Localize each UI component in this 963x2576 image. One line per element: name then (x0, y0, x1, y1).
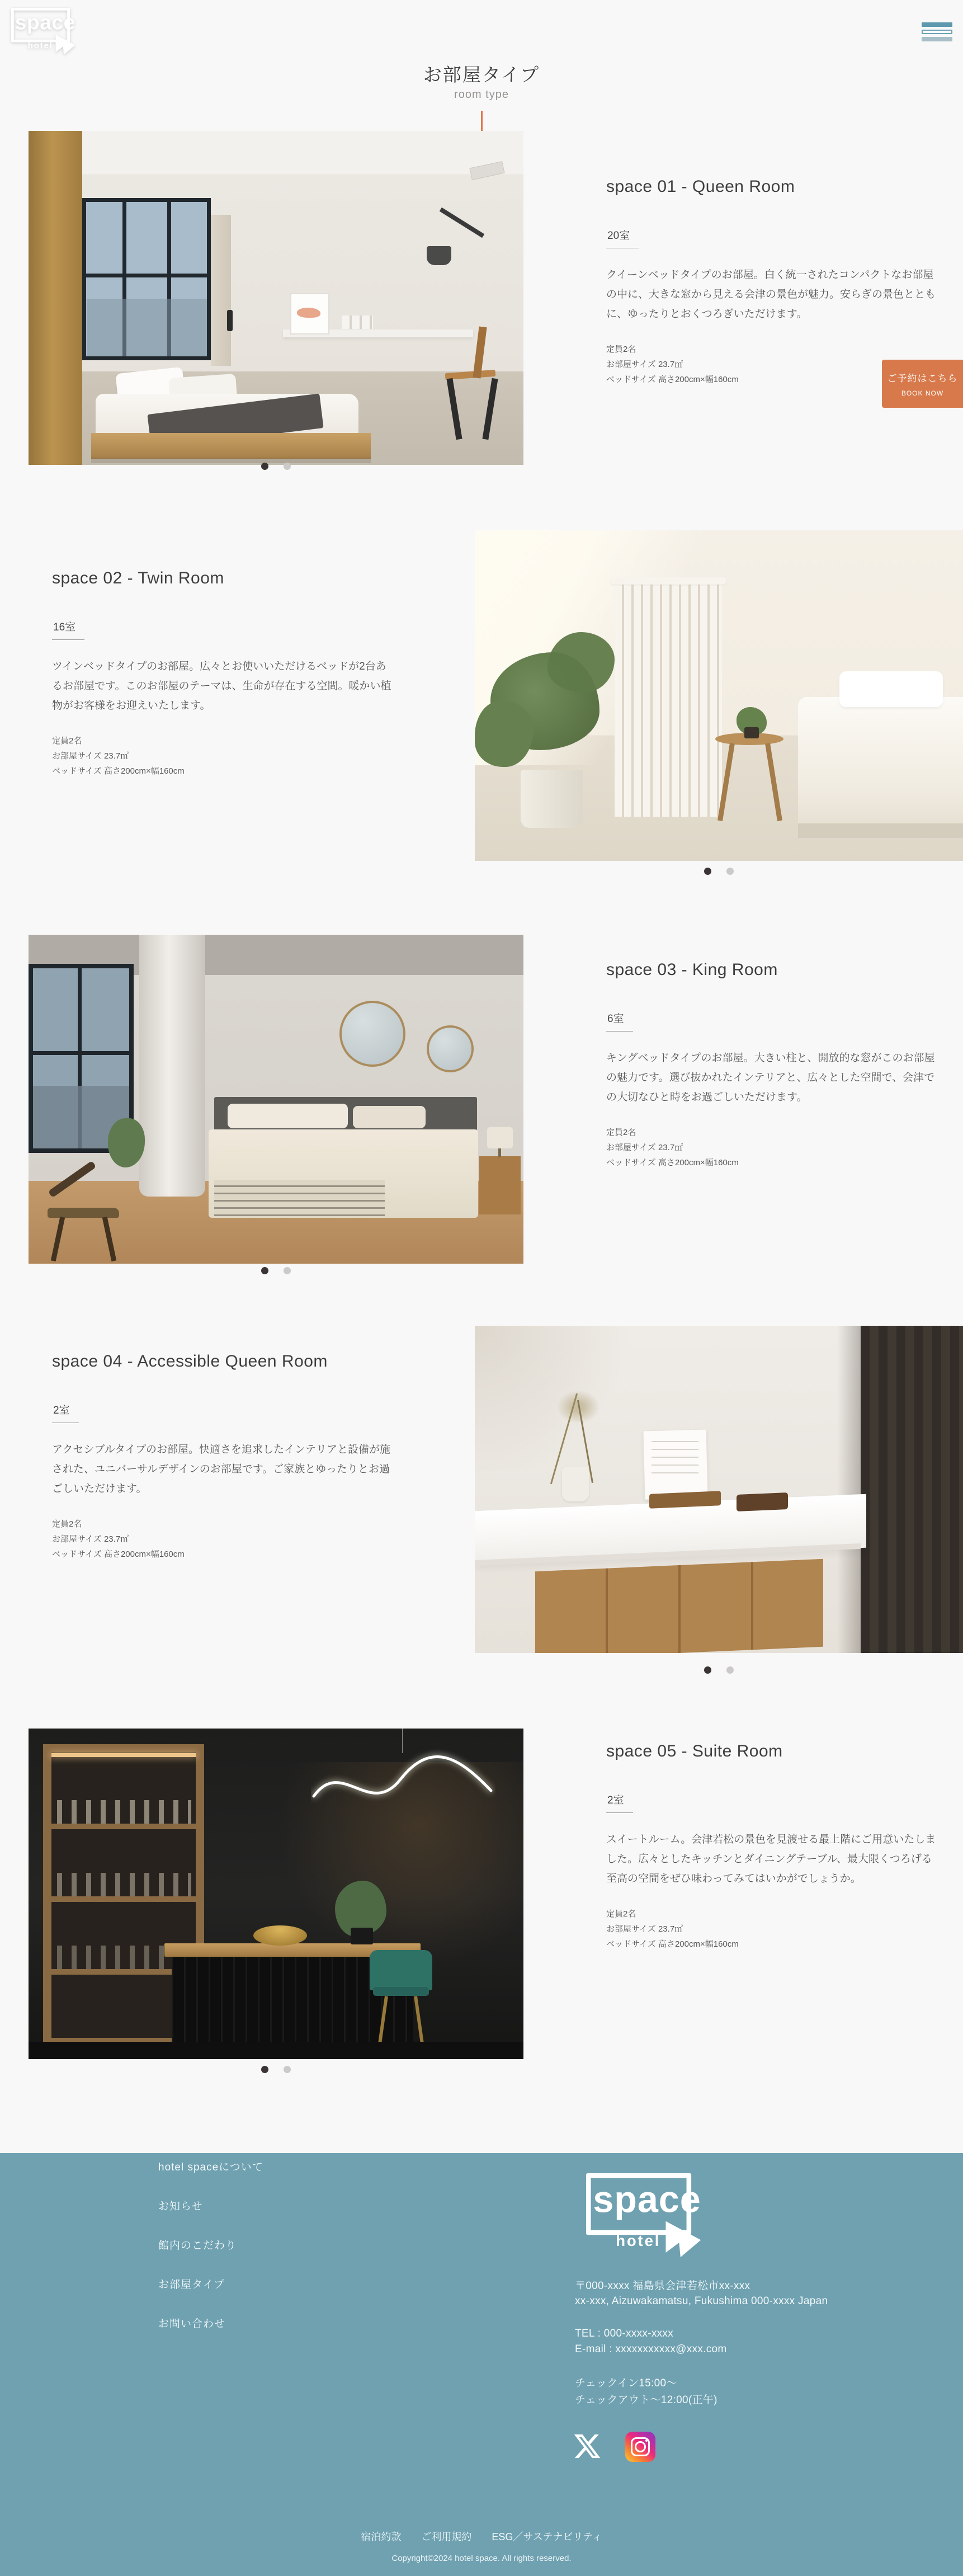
book-now-label-en: BOOK NOW (901, 389, 944, 397)
photo-detail (48, 1208, 119, 1218)
footer-link-news[interactable]: お知らせ (158, 2201, 203, 2212)
room-count: 6室 (606, 1010, 633, 1032)
photo-detail (87, 299, 207, 356)
page-title: お部屋タイプ (423, 64, 540, 85)
footer-copyright: Copyright©2024 hotel space. All rights reserved. (391, 2554, 572, 2563)
queen-room-info (606, 177, 942, 387)
photo-detail (51, 1896, 196, 1902)
king-room-carousel-dots (29, 1267, 523, 1274)
page-subtitle: room type (454, 88, 509, 101)
room-capacity: 定員2名 (52, 1519, 82, 1529)
queen-room-photo[interactable] (29, 131, 523, 465)
footer-email: E-mail : xxxxxxxxxxx@xxx.com (575, 2343, 727, 2355)
room-specs (52, 733, 396, 779)
footer-link-terms-stay[interactable]: 宿泊約款 (361, 2531, 402, 2542)
instagram-icon[interactable] (625, 2432, 655, 2462)
room-count: 2室 (52, 1402, 79, 1423)
logo-subword: hotel (27, 41, 53, 51)
footer-tel: TEL : 000-xxxx-xxxx (575, 2328, 674, 2339)
twin-room-info (52, 568, 396, 779)
footer-link-terms-use[interactable]: ご利用規約 (421, 2531, 472, 2542)
photo-detail (51, 1824, 196, 1829)
room-description: ツインベッドタイプのお部屋。広々とお使いいただけるベッドが2台あるお部屋です。このお部屋のテーマは、生命が存在する空間。暖かい植物がお客様をお迎えいたします。 (52, 661, 391, 712)
photo-detail (861, 1326, 963, 1653)
suite-room-photo[interactable] (29, 1729, 523, 2059)
suite-room-carousel-dots (29, 2066, 523, 2073)
room-bed-size: ベッドサイズ 高さ200cm×幅160cm (606, 1158, 739, 1167)
room-title: space 01 - Queen Room (606, 177, 795, 196)
king-room-photo[interactable] (29, 935, 523, 1264)
instagram-lens (635, 2441, 646, 2452)
carousel-dot-active[interactable] (704, 868, 711, 875)
header-logo[interactable] (11, 8, 91, 56)
room-capacity: 定員2名 (606, 1128, 636, 1137)
twin-room-photo[interactable] (475, 530, 963, 861)
photo-detail (214, 1180, 385, 1217)
photo-detail (228, 1104, 348, 1128)
footer-checkout: チェックアウト〜12:00(正午) (575, 2394, 717, 2406)
photo-detail (253, 1925, 307, 1946)
footer-checkin: チェックイン15:00〜 (575, 2377, 677, 2389)
menu-icon[interactable] (922, 22, 952, 41)
room-bed-size: ベッドサイズ 高さ200cm×幅160cm (52, 766, 185, 776)
footer-link-features[interactable]: 館内のこだわり (158, 2240, 237, 2252)
photo-detail (652, 1441, 698, 1480)
photo-detail (498, 1148, 501, 1157)
footer-address-jp: 〒000-xxxx 福島県会津若松市xx-xxx (575, 2280, 750, 2292)
photo-detail (297, 308, 320, 318)
room-description: アクセシブルタイプのお部屋。快適さを追求したインテリアと設備が施された、ユニバーサルデザインのお部屋です。ご家族とゆったりとお過ごしいただけます。 (52, 1444, 390, 1495)
room-capacity: 定員2名 (606, 345, 636, 354)
photo-detail (342, 315, 373, 329)
footer-link-about[interactable]: hotel spaceについて (158, 2161, 263, 2173)
menu-bar-top (922, 22, 952, 27)
room-size: お部屋サイズ 23.7㎡ (606, 1143, 683, 1152)
room-size: お部屋サイズ 23.7㎡ (606, 1924, 683, 1934)
carousel-dot-active[interactable] (704, 1666, 711, 1674)
photo-detail (91, 433, 371, 459)
carousel-dot[interactable] (284, 463, 291, 470)
instagram-flash-dot (645, 2440, 648, 2442)
king-room-info (606, 960, 942, 1170)
photo-detail (521, 770, 583, 828)
photo-detail (339, 1001, 405, 1067)
photo-detail (737, 1492, 788, 1511)
photo-detail (351, 1928, 373, 1944)
photo-detail (29, 131, 82, 465)
room-specs (52, 1517, 396, 1562)
footer-legal-links (0, 2529, 963, 2544)
room-size: お部屋サイズ 23.7㎡ (52, 1534, 129, 1544)
logo-wordmark: space (593, 2178, 701, 2220)
photo-detail (839, 671, 943, 707)
room-description: クイーンベッドタイプのお部屋。白く統一されたコンパクトなお部屋の中に、大きな窓から見える会津の景色が魅力。安らぎの景色とともに、ゆったりとおくつろぎいただけます。 (606, 269, 936, 320)
photo-detail (610, 577, 726, 585)
carousel-dot[interactable] (726, 868, 734, 875)
room-capacity: 定員2名 (52, 736, 82, 746)
carousel-dot[interactable] (284, 2066, 291, 2073)
photo-detail (227, 310, 233, 331)
room-bed-size: ベッドサイズ 高さ200cm×幅160cm (52, 1550, 185, 1559)
carousel-dot-active[interactable] (261, 463, 268, 470)
photo-detail (51, 1753, 196, 1757)
photo-detail (139, 935, 205, 1197)
photo-detail (427, 1025, 474, 1072)
photo-detail (427, 246, 451, 265)
photo-detail (798, 697, 963, 825)
room-size: お部屋サイズ 23.7㎡ (606, 360, 683, 369)
x-twitter-icon[interactable] (573, 2432, 602, 2461)
photo-detail (29, 2042, 523, 2059)
queen-room-carousel-dots (29, 463, 523, 470)
photo-detail (373, 1987, 429, 1996)
room-title: space 04 - Accessible Queen Room (52, 1352, 328, 1371)
room-bed-size: ベッドサイズ 高さ200cm×幅160cm (606, 375, 739, 384)
room-count: 20室 (606, 227, 639, 248)
photo-detail (487, 1127, 513, 1148)
photo-detail (57, 1800, 191, 1824)
room-count: 16室 (52, 619, 84, 640)
room-bed-size: ベッドサイズ 高さ200cm×幅160cm (606, 1939, 739, 1949)
room-specs (606, 342, 942, 387)
book-now-label-jp: ご予約はこちら (887, 373, 958, 384)
photo-detail (535, 1559, 823, 1653)
room-description: スイートルーム。会津若松の景色を見渡せる最上階にご用意いたしました。広々としたキッチンとダイニングテーブル、最大限くつろげる至高の空間をぜひ味わってみてはいかがでしょうか。 (606, 1834, 936, 1885)
room-size: お部屋サイズ 23.7㎡ (52, 751, 129, 761)
carousel-dot[interactable] (284, 1267, 291, 1274)
menu-bar-middle (922, 30, 952, 34)
twin-room-carousel-dots (475, 868, 963, 875)
room-title: space 03 - King Room (606, 960, 778, 979)
photo-detail (57, 1873, 191, 1896)
footer-link-esg[interactable]: ESG／サステナビリティ (492, 2531, 602, 2542)
carousel-dot[interactable] (726, 1666, 734, 1674)
footer-address-en: xx-xxx, Aizuwakamatsu, Fukushima 000-xxxx Japan (575, 2295, 828, 2307)
pendant-light-icon (311, 1749, 495, 1821)
photo-detail (479, 1156, 521, 1214)
photo-detail (615, 584, 722, 817)
carousel-dot-active[interactable] (261, 2066, 268, 2073)
photo-detail (82, 274, 211, 277)
room-description: キングベッドタイプのお部屋。大きい柱と、開放的な窓がこのお部屋の魅力です。選び抜かれたインテリアと、広々とした空間で、会津での大切なひと時をお過ごしいただけます。 (606, 1052, 935, 1103)
footer-link-contact[interactable]: お問い合わせ (158, 2318, 226, 2330)
accessible-room-info (52, 1351, 396, 1562)
photo-detail (370, 1950, 432, 1990)
carousel-dot-active[interactable] (261, 1267, 268, 1274)
accessible-room-photo[interactable] (475, 1326, 963, 1653)
photo-detail (744, 727, 759, 738)
logo-subword: hotel (616, 2233, 661, 2250)
room-specs (606, 1906, 942, 1952)
footer-logo (586, 2173, 730, 2261)
menu-bar-bottom (922, 37, 952, 41)
photo-detail (562, 1467, 589, 1501)
photo-detail (798, 823, 963, 838)
photo-detail (353, 1106, 426, 1128)
photo-detail (211, 215, 231, 366)
room-count: 2室 (606, 1792, 633, 1813)
suite-room-info (606, 1741, 942, 1952)
room-title: space 02 - Twin Room (52, 569, 224, 587)
room-title: space 05 - Suite Room (606, 1742, 783, 1760)
room-specs (606, 1125, 942, 1170)
footer-link-rooms[interactable]: お部屋タイプ (158, 2279, 225, 2291)
logo-wordmark: space (15, 11, 75, 34)
accessible-room-carousel-dots (475, 1666, 963, 1674)
footer (0, 2153, 963, 2576)
photo-detail (837, 1326, 863, 1653)
room-capacity: 定員2名 (606, 1909, 636, 1919)
